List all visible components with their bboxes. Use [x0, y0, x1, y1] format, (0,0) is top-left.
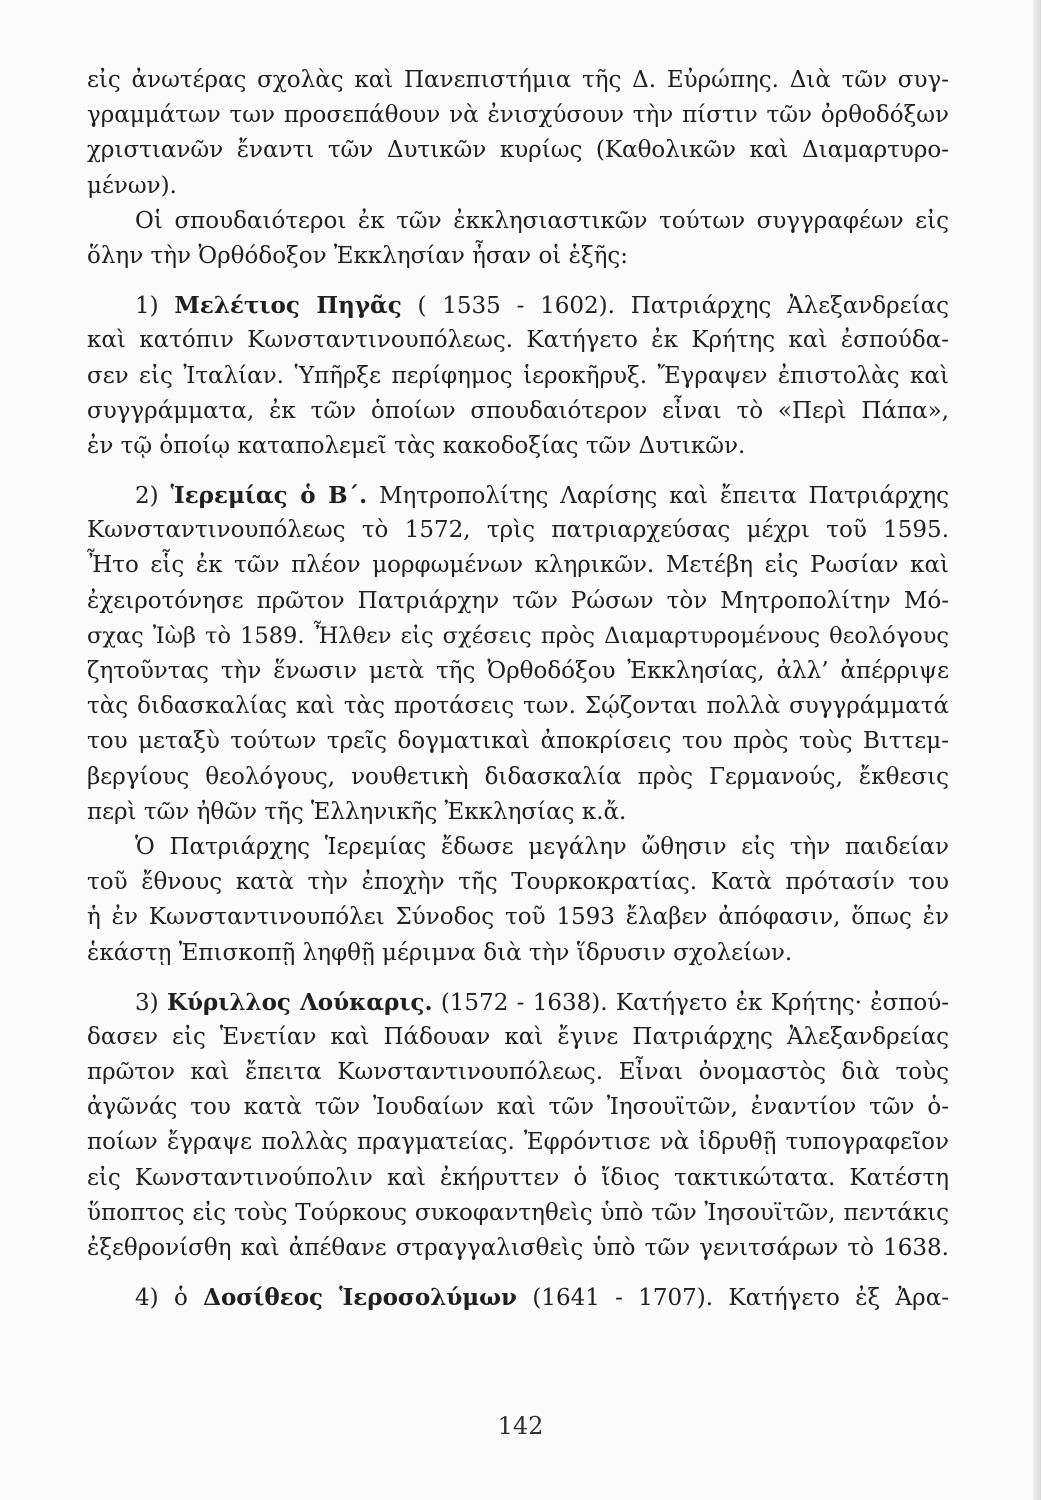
spacer: [87, 274, 949, 288]
page-number: 142: [497, 1412, 544, 1440]
entry-heading-rest: ( 1535 - 1602). Πατριάρχης Ἀλεξανδρείας: [401, 293, 950, 320]
entry-heading-rest: (1572 - 1638). Κατήγετο ἐκ Κρήτης· ἐσπού-: [432, 989, 950, 1016]
text-line: πρῶτον καὶ ἔπειτα Κωνσταντινουπόλεως. Εἶναι ὀνομαστὸς διὰ τοὺς: [87, 1059, 949, 1086]
entry-name: Μελέτιος Πηγᾶς: [174, 292, 402, 320]
text-line: ἐν τῷ ὁποίῳ καταπολεμεῖ τὰς κακοδοξίας τῶν Δυτικῶν.: [87, 432, 746, 459]
text-line: σεν εἰς Ἰταλίαν. Ὑπῆρξε περίφημος ἱεροκῆρυξ. Ἔγραψεν ἐπιστολὰς καὶ: [87, 362, 949, 389]
text-line: καὶ κατόπιν Κωνσταντινουπόλεως. Κατήγετο ἐκ Κρήτης καὶ ἐσπούδα-: [87, 327, 949, 354]
entry-name: Ἱερεμίας ὁ Β΄.: [170, 482, 368, 510]
text-line: ποίων ἔγραψε πολλὰς πραγματείας. Ἐφρόντισε νὰ ἱδρυθῇ τυπογραφεῖον: [87, 1129, 949, 1156]
text-line: μένων).: [87, 172, 177, 199]
spacer: [87, 1266, 949, 1280]
text-line: εἰς Κωνσταντινούπολιν καὶ ἐκήρυττεν ὁ ἴδιος τακτικώτατα. Κατέστη: [87, 1164, 949, 1191]
text-line: ὕποπτος εἰς τοὺς Τούρκους συκοφαντηθεὶς ὑπὸ τῶν Ἰησουϊτῶν, πεντάκις: [87, 1199, 949, 1226]
text-line: τὰς διδασκαλίας καὶ τὰς προτάσεις των. Σῴζονται πολλὰ συγγράμματά: [87, 693, 949, 720]
text-line: βεργίους θεολόγους, νουθετικὴ διδασκαλία πρὸς Γερμανούς, ἔκθεσις: [87, 763, 949, 790]
spacer: [87, 464, 949, 478]
text-line: τοῦ ἔθνους κατὰ τὴν ἐποχὴν τῆς Τουρκοκρατίας. Κατὰ πρότασίν του: [87, 869, 949, 896]
entry-number: 4): [135, 1285, 159, 1312]
entry-3-heading: [87, 985, 949, 1020]
text-line: Ὁ Πατριάρχης Ἱερεμίας ἔδωσε μεγάλην ὤθησιν εἰς τὴν παιδείαν: [135, 833, 949, 860]
text-line: χριστιανῶν ἔναντι τῶν Δυτικῶν κυρίως (Καθολικῶν καὶ Διαμαρτυρο-: [87, 137, 949, 164]
entry-name-prefix: ὁ: [158, 1285, 204, 1312]
text-line: ἑκάστῃ Ἐπισκοπῇ ληφθῇ μέριμνα διὰ τὴν ἵδρυσιν σχολείων.: [87, 939, 793, 966]
text-line: ἐξεθρονίσθη καὶ ἀπέθανε στραγγαλισθεὶς ὑπὸ τῶν γενιτσάρων τὸ 1638.: [87, 1235, 949, 1261]
entry-heading-rest: (1641 - 1707). Κατήγετο ἐξ Ἀρα-: [517, 1285, 949, 1312]
text-line: ἐχειροτόνησε πρῶτον Πατριάρχην τῶν Ρώσων τὸν Μητροπολίτην Μό-: [87, 587, 949, 614]
entry-1-heading: [87, 288, 949, 323]
text-line: Οἱ σπουδαιότεροι ἐκ τῶν ἐκκλησιαστικῶν τούτων συγγραφέων εἰς: [135, 207, 949, 234]
entry-heading-rest: Μητροπολίτης Λαρίσης καὶ ἔπειτα Πατριάρχης: [367, 483, 949, 510]
text-line: εἰς ἀνωτέρας σχολὰς καὶ Πανεπιστήμια τῆς Δ. Εὐρώπης. Διὰ τῶν συγ-: [87, 67, 949, 93]
text-line: δασεν εἰς Ἑνετίαν καὶ Πάδουαν καὶ ἔγινε Πατριάρχης Ἀλεξανδρείας: [87, 1023, 949, 1050]
entry-number: 3): [135, 989, 159, 1016]
text-line: συγγράμματα, ἐκ τῶν ὁποίων σπουδαιότερον εἶναι τὸ «Περὶ Πάπα»,: [87, 397, 949, 424]
text-line: περὶ τῶν ἠθῶν τῆς Ἑλληνικῆς Ἐκκλησίας κ.ἄ.: [87, 798, 627, 825]
spacer: [87, 971, 949, 985]
text-line: ὅλην τὴν Ὀρθόδοξον Ἐκκλησίαν ἦσαν οἱ ἑξῆς:: [87, 242, 629, 269]
entry-4-heading: [87, 1280, 949, 1315]
body-text: [87, 63, 949, 1315]
entry-name: Δοσίθεος Ἱεροσολύμων: [203, 1284, 517, 1312]
text-line: σχας Ἰὼβ τὸ 1589. Ἦλθεν εἰς σχέσεις πρὸς Διαμαρτυρομένους θεολόγους: [87, 622, 949, 649]
text-line: Ἦτο εἷς ἐκ τῶν πλέον μορφωμένων κληρικῶν. Μετέβη εἰς Ρωσίαν καὶ: [87, 552, 949, 579]
entry-name: Κύριλλος Λούκαρις.: [166, 988, 433, 1016]
text-line: γραμμάτων των προσεπάθουν νὰ ἐνισχύσουν τὴν πίστιν τῶν ὀρθοδόξων: [87, 102, 949, 129]
entry-number: 1): [135, 293, 159, 320]
text-line: ἡ ἐν Κωνσταντινουπόλει Σύνοδος τοῦ 1593 ἔλαβεν ἀπόφασιν, ὅπως ἐν: [87, 904, 949, 931]
text-line: ζητοῦντας τὴν ἕνωσιν μετὰ τῆς Ὀρθοδόξου Ἐκκλησίας, ἀλλ’ ἀπέρριψε: [87, 658, 949, 684]
text-line: ἀγῶνάς του κατὰ τῶν Ἰουδαίων καὶ τῶν Ἰησουϊτῶν, ἐναντίον τῶν ὁ-: [87, 1094, 949, 1121]
text-line: του μεταξὺ τούτων τρεῖς δογματικαὶ ἀποκρίσεις του πρὸς τοὺς Βιττεμ-: [87, 728, 949, 755]
entry-2-heading: [87, 478, 949, 513]
entry-number: 2): [135, 483, 159, 510]
text-line: Κωνσταντινουπόλεως τὸ 1572, τρὶς πατριαρχεύσας μέχρι τοῦ 1595.: [87, 517, 949, 544]
page-gutter-shadow: [1033, 0, 1041, 1500]
